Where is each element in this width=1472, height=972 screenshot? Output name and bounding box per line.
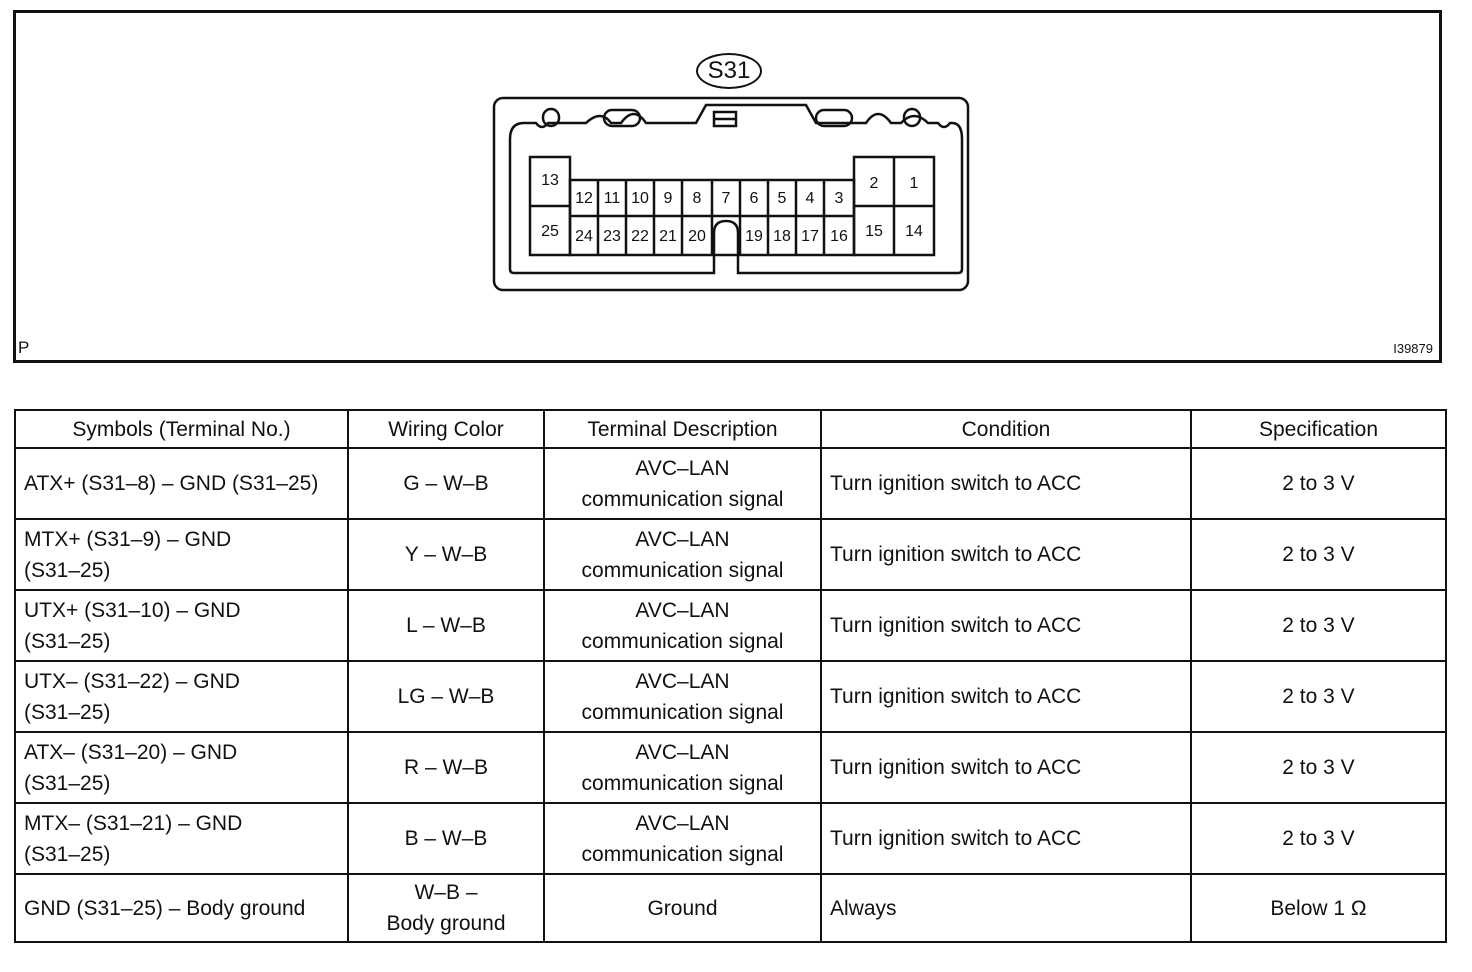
table-row <box>15 803 1446 874</box>
cell-symbol: UTX– (S31–22) – GND (S31–25) <box>15 661 348 732</box>
header-condition: Condition <box>821 410 1191 448</box>
pin-label-16: 16 <box>830 228 848 245</box>
cell-specification: 2 to 3 V <box>1191 590 1446 661</box>
pin-label-5: 5 <box>777 190 787 207</box>
pin-label-23: 23 <box>603 228 621 245</box>
cell-symbol: ATX– (S31–20) – GND (S31–25) <box>15 732 348 803</box>
specification-table <box>14 409 1447 943</box>
pin-label-21: 21 <box>659 228 677 245</box>
pin-label-12: 12 <box>575 190 593 207</box>
header-symbols: Symbols (Terminal No.) <box>15 410 348 448</box>
cell-symbol: UTX+ (S31–10) – GND (S31–25) <box>15 590 348 661</box>
header-terminal-description: Terminal Description <box>544 410 821 448</box>
cell-wiring-color: G – W–B <box>348 448 544 519</box>
pin-label-25: 25 <box>541 223 559 240</box>
pin-label-24: 24 <box>575 228 593 245</box>
pin-label-4: 4 <box>805 190 815 207</box>
pin-label-17: 17 <box>801 228 819 245</box>
cell-symbol: MTX– (S31–21) – GND (S31–25) <box>15 803 348 874</box>
pin-label-1: 1 <box>909 175 919 192</box>
connector-label: S31 <box>696 53 762 89</box>
header-specification: Specification <box>1191 410 1446 448</box>
cell-specification: 2 to 3 V <box>1191 448 1446 519</box>
pin-label-15: 15 <box>865 223 883 240</box>
pin-label-18: 18 <box>773 228 791 245</box>
header-wiring-color: Wiring Color <box>348 410 544 448</box>
cell-description: Ground <box>544 874 821 942</box>
cell-condition: Always <box>821 874 1191 942</box>
cell-description: AVC–LAN communication signal <box>544 519 821 590</box>
cell-condition: Turn ignition switch to ACC <box>821 661 1191 732</box>
cell-symbol: MTX+ (S31–9) – GND (S31–25) <box>15 519 348 590</box>
table-row <box>15 874 1446 942</box>
cell-description: AVC–LAN communication signal <box>544 661 821 732</box>
pin-label-11: 11 <box>603 190 621 207</box>
cell-wiring-color: Y – W–B <box>348 519 544 590</box>
cell-condition: Turn ignition switch to ACC <box>821 448 1191 519</box>
cell-specification: Below 1 Ω <box>1191 874 1446 942</box>
cell-condition: Turn ignition switch to ACC <box>821 590 1191 661</box>
cell-symbol: GND (S31–25) – Body ground <box>15 874 348 942</box>
cell-wiring-color: B – W–B <box>348 803 544 874</box>
cell-specification: 2 to 3 V <box>1191 519 1446 590</box>
table-row <box>15 448 1446 519</box>
table-row <box>15 732 1446 803</box>
cell-specification: 2 to 3 V <box>1191 661 1446 732</box>
cell-specification: 2 to 3 V <box>1191 803 1446 874</box>
figure-id: I39879 <box>1393 341 1433 356</box>
cell-condition: Turn ignition switch to ACC <box>821 732 1191 803</box>
pin-label-2: 2 <box>869 175 879 192</box>
table-header-row <box>15 410 1446 448</box>
cell-condition: Turn ignition switch to ACC <box>821 519 1191 590</box>
cell-description: AVC–LAN communication signal <box>544 803 821 874</box>
pin-label-14: 14 <box>905 223 923 240</box>
cell-wiring-color: L – W–B <box>348 590 544 661</box>
table-row <box>15 661 1446 732</box>
cell-wiring-color: R – W–B <box>348 732 544 803</box>
cell-description: AVC–LAN communication signal <box>544 732 821 803</box>
cell-description: AVC–LAN communication signal <box>544 448 821 519</box>
cell-wiring-color: W–B – Body ground <box>348 874 544 942</box>
table-row <box>15 519 1446 590</box>
pin-label-9: 9 <box>663 190 673 207</box>
cell-description: AVC–LAN communication signal <box>544 590 821 661</box>
cell-symbol: ATX+ (S31–8) – GND (S31–25) <box>15 448 348 519</box>
pin-label-13: 13 <box>541 172 559 189</box>
cell-specification: 2 to 3 V <box>1191 732 1446 803</box>
table-row <box>15 590 1446 661</box>
pin-label-19: 19 <box>745 228 763 245</box>
connector-diagram <box>13 10 1442 363</box>
pin-label-8: 8 <box>692 190 702 207</box>
pin-label-20: 20 <box>688 228 706 245</box>
pin-label-7: 7 <box>721 190 731 207</box>
pin-label-6: 6 <box>749 190 759 207</box>
pin-label-22: 22 <box>631 228 649 245</box>
connector-drawing <box>16 13 1439 360</box>
pin-label-3: 3 <box>834 190 844 207</box>
corner-label-left: P <box>18 338 30 357</box>
cell-wiring-color: LG – W–B <box>348 661 544 732</box>
pin-label-10: 10 <box>631 190 649 207</box>
cell-condition: Turn ignition switch to ACC <box>821 803 1191 874</box>
